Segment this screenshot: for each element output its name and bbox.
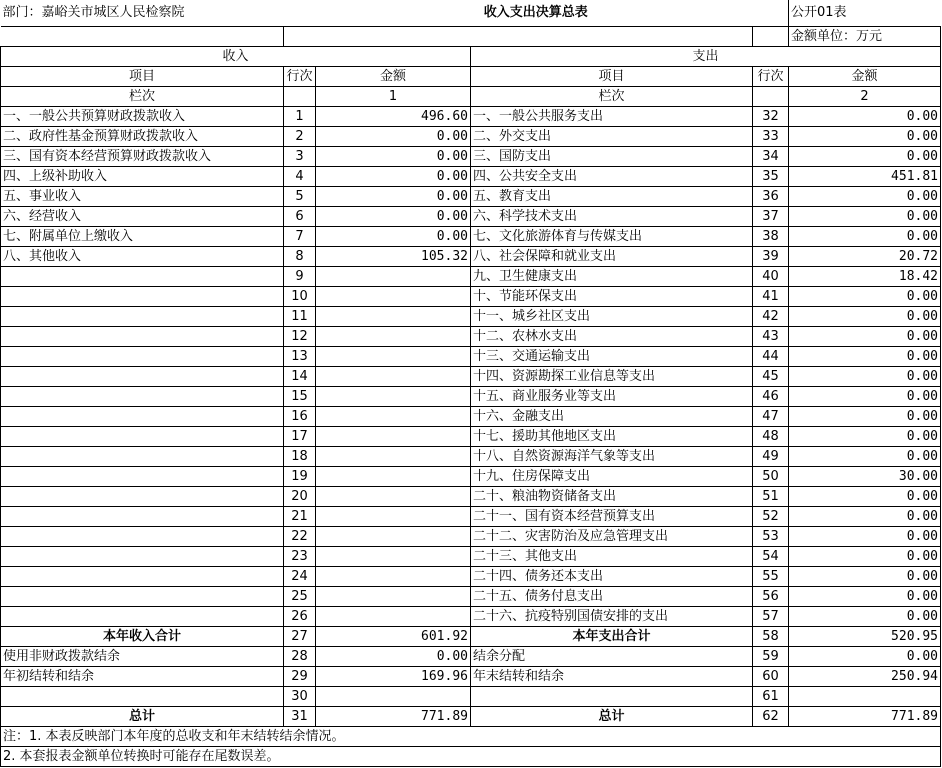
table-row <box>1 407 941 427</box>
income-item-label <box>1 607 284 627</box>
expense-item-label: 十一、城乡社区支出 <box>471 307 753 327</box>
expense-rowno-header: 行次 <box>753 67 789 87</box>
table-row <box>1 207 941 227</box>
expense-amount: 0.00 <box>789 127 941 147</box>
income-row-number: 31 <box>284 707 316 727</box>
expense-item-label: 本年支出合计 <box>471 627 753 647</box>
expense-item-label: 二十三、其他支出 <box>471 547 753 567</box>
income-item-label <box>1 367 284 387</box>
expense-row-number: 45 <box>753 367 789 387</box>
income-row-number: 5 <box>284 187 316 207</box>
income-amount <box>316 527 471 547</box>
expense-amount: 0.00 <box>789 587 941 607</box>
income-amount: 0.00 <box>316 207 471 227</box>
table-row <box>1 607 941 627</box>
expense-amount: 0.00 <box>789 287 941 307</box>
income-item-label: 年初结转和结余 <box>1 667 284 687</box>
table-row <box>1 327 941 347</box>
expense-row-number: 61 <box>753 687 789 707</box>
income-row-number: 19 <box>284 467 316 487</box>
income-item-label <box>1 687 284 707</box>
expense-item-label: 总计 <box>471 707 753 727</box>
table-row <box>1 547 941 567</box>
expense-amount-header: 金额 <box>789 67 941 87</box>
table-row <box>1 487 941 507</box>
expense-amount: 0.00 <box>789 187 941 207</box>
expense-amount: 0.00 <box>789 487 941 507</box>
table-row <box>1 527 941 547</box>
expense-amount <box>789 687 941 707</box>
income-row-number: 13 <box>284 347 316 367</box>
income-item-label <box>1 447 284 467</box>
table-row <box>1 507 941 527</box>
income-item-label: 本年收入合计 <box>1 627 284 647</box>
table-row <box>1 227 941 247</box>
income-row-number: 4 <box>284 167 316 187</box>
expense-amount: 0.00 <box>789 427 941 447</box>
income-item-label <box>1 387 284 407</box>
expense-row-number: 50 <box>753 467 789 487</box>
income-row-number: 21 <box>284 507 316 527</box>
expense-row-number: 47 <box>753 407 789 427</box>
income-row-number: 25 <box>284 587 316 607</box>
income-amount: 0.00 <box>316 647 471 667</box>
income-row-number: 7 <box>284 227 316 247</box>
expense-item-label: 十、节能环保支出 <box>471 287 753 307</box>
income-amount <box>316 307 471 327</box>
table-row <box>1 687 941 707</box>
table-row <box>1 107 941 127</box>
expense-amount: 451.81 <box>789 167 941 187</box>
income-row-number: 22 <box>284 527 316 547</box>
income-amount <box>316 587 471 607</box>
income-amount <box>316 267 471 287</box>
income-amount <box>316 487 471 507</box>
table-row <box>1 447 941 467</box>
expense-amount: 18.42 <box>789 267 941 287</box>
income-row-number: 15 <box>284 387 316 407</box>
income-item-header: 项目 <box>1 67 284 87</box>
expense-row-number: 60 <box>753 667 789 687</box>
note-1: 注：1. 本表反映部门本年度的总收支和年末结转结余情况。 <box>1 727 941 747</box>
income-section-header: 收入 <box>1 47 471 67</box>
income-row-number: 27 <box>284 627 316 647</box>
income-item-label <box>1 407 284 427</box>
expense-row-number: 41 <box>753 287 789 307</box>
expense-amount: 0.00 <box>789 367 941 387</box>
expense-item-label: 二、外交支出 <box>471 127 753 147</box>
expense-row-number: 55 <box>753 567 789 587</box>
table-row <box>1 127 941 147</box>
income-amount: 105.32 <box>316 247 471 267</box>
income-amount <box>316 467 471 487</box>
department-label: 部门：嘉峪关市城区人民检察院 <box>2 5 185 20</box>
table-row <box>1 147 941 167</box>
form-code: 公开01表 <box>789 0 941 27</box>
expense-item-label: 十七、援助其他地区支出 <box>471 427 753 447</box>
income-amount <box>316 567 471 587</box>
income-amount: 0.00 <box>316 147 471 167</box>
table-row <box>1 167 941 187</box>
income-amount: 601.92 <box>316 627 471 647</box>
expense-amount: 0.00 <box>789 307 941 327</box>
table-row <box>1 467 941 487</box>
table-row <box>1 367 941 387</box>
expense-item-label <box>471 687 753 707</box>
income-amount <box>316 387 471 407</box>
expense-amount: 0.00 <box>789 547 941 567</box>
expense-col-label: 栏次 <box>471 87 753 107</box>
income-row-number: 9 <box>284 267 316 287</box>
income-row-number: 28 <box>284 647 316 667</box>
expense-row-number: 42 <box>753 307 789 327</box>
table-row <box>1 627 941 647</box>
income-amount <box>316 547 471 567</box>
expense-row-number: 40 <box>753 267 789 287</box>
income-item-label: 二、政府性基金预算财政拨款收入 <box>1 127 284 147</box>
income-item-label: 三、国有资本经营预算财政拨款收入 <box>1 147 284 167</box>
expense-amount: 0.00 <box>789 347 941 367</box>
amount-unit: 金额单位：万元 <box>789 27 941 47</box>
expense-amount: 0.00 <box>789 527 941 547</box>
expense-item-label: 二十、粮油物资储备支出 <box>471 487 753 507</box>
income-amount <box>316 327 471 347</box>
expense-row-number: 32 <box>753 107 789 127</box>
income-amount <box>316 687 471 707</box>
expense-item-label: 四、公共安全支出 <box>471 167 753 187</box>
expense-item-label: 二十六、抗疫特别国债安排的支出 <box>471 607 753 627</box>
expense-row-number: 53 <box>753 527 789 547</box>
income-item-label <box>1 507 284 527</box>
expense-item-label: 十六、金融支出 <box>471 407 753 427</box>
table-row <box>1 347 941 367</box>
expense-row-number: 58 <box>753 627 789 647</box>
income-rowno-header: 行次 <box>284 67 316 87</box>
expense-item-label: 二十二、灾害防治及应急管理支出 <box>471 527 753 547</box>
income-row-number: 12 <box>284 327 316 347</box>
income-item-label <box>1 307 284 327</box>
expense-item-label: 八、社会保障和就业支出 <box>471 247 753 267</box>
income-amount <box>316 427 471 447</box>
income-amount-header: 金额 <box>316 67 471 87</box>
expense-row-number: 59 <box>753 647 789 667</box>
income-amount: 169.96 <box>316 667 471 687</box>
table-row <box>1 307 941 327</box>
income-item-label <box>1 547 284 567</box>
expense-row-number: 62 <box>753 707 789 727</box>
income-row-number: 24 <box>284 567 316 587</box>
page-title: 收入支出决算总表 <box>483 5 588 20</box>
income-item-label: 七、附属单位上缴收入 <box>1 227 284 247</box>
income-row-number: 17 <box>284 427 316 447</box>
expense-item-label: 五、教育支出 <box>471 187 753 207</box>
income-item-label <box>1 287 284 307</box>
income-amount <box>316 507 471 527</box>
expense-row-number: 46 <box>753 387 789 407</box>
expense-item-label: 年末结转和结余 <box>471 667 753 687</box>
income-row-number: 3 <box>284 147 316 167</box>
expense-row-number: 52 <box>753 507 789 527</box>
income-row-number: 23 <box>284 547 316 567</box>
expense-amount: 0.00 <box>789 407 941 427</box>
expense-row-number: 43 <box>753 327 789 347</box>
expense-row-number: 36 <box>753 187 789 207</box>
income-item-label: 四、上级补助收入 <box>1 167 284 187</box>
expense-item-label: 二十四、债务还本支出 <box>471 567 753 587</box>
expense-row-number: 38 <box>753 227 789 247</box>
income-amount <box>316 407 471 427</box>
table-row <box>1 427 941 447</box>
income-row-number: 2 <box>284 127 316 147</box>
table-row <box>1 707 941 727</box>
expense-section-header: 支出 <box>471 47 941 67</box>
expense-item-label: 十五、商业服务业等支出 <box>471 387 753 407</box>
income-item-label: 六、经营收入 <box>1 207 284 227</box>
income-row-number: 1 <box>284 107 316 127</box>
income-row-number: 30 <box>284 687 316 707</box>
note-2: 2. 本套报表金额单位转换时可能存在尾数误差。 <box>1 747 941 767</box>
income-item-label <box>1 347 284 367</box>
income-row-number: 18 <box>284 447 316 467</box>
expense-amount: 0.00 <box>789 147 941 167</box>
income-amount: 496.60 <box>316 107 471 127</box>
expense-row-number: 37 <box>753 207 789 227</box>
income-amount: 771.89 <box>316 707 471 727</box>
income-item-label: 使用非财政拨款结余 <box>1 647 284 667</box>
income-item-label: 八、其他收入 <box>1 247 284 267</box>
income-item-label <box>1 487 284 507</box>
expense-item-label: 十八、自然资源海洋气象等支出 <box>471 447 753 467</box>
expense-item-header: 项目 <box>471 67 753 87</box>
expense-amount: 0.00 <box>789 647 941 667</box>
income-row-number: 6 <box>284 207 316 227</box>
expense-item-label: 六、科学技术支出 <box>471 207 753 227</box>
table-row <box>1 647 941 667</box>
table-row <box>1 267 941 287</box>
income-row-number: 11 <box>284 307 316 327</box>
table-row <box>1 387 941 407</box>
table-row <box>1 187 941 207</box>
table-row <box>1 247 941 267</box>
income-amount: 0.00 <box>316 227 471 247</box>
income-item-label: 五、事业收入 <box>1 187 284 207</box>
expense-amount: 0.00 <box>789 447 941 467</box>
expense-item-label: 二十一、国有资本经营预算支出 <box>471 507 753 527</box>
expense-row-number: 34 <box>753 147 789 167</box>
income-amount: 0.00 <box>316 167 471 187</box>
income-col-label: 栏次 <box>1 87 284 107</box>
expense-amount: 0.00 <box>789 387 941 407</box>
expense-amount: 0.00 <box>789 567 941 587</box>
expense-item-label: 十四、资源勘探工业信息等支出 <box>471 367 753 387</box>
expense-amount: 30.00 <box>789 467 941 487</box>
income-amount: 0.00 <box>316 187 471 207</box>
expense-row-number: 56 <box>753 587 789 607</box>
expense-row-number: 49 <box>753 447 789 467</box>
expense-row-number: 57 <box>753 607 789 627</box>
income-amount <box>316 447 471 467</box>
expense-row-number: 39 <box>753 247 789 267</box>
expense-amount: 0.00 <box>789 327 941 347</box>
income-amount <box>316 607 471 627</box>
expense-amount: 0.00 <box>789 107 941 127</box>
expense-amount: 0.00 <box>789 507 941 527</box>
income-col-number: 1 <box>316 87 471 107</box>
income-item-label <box>1 467 284 487</box>
expense-row-number: 51 <box>753 487 789 507</box>
income-item-label: 一、一般公共预算财政拨款收入 <box>1 107 284 127</box>
expense-item-label: 一、一般公共服务支出 <box>471 107 753 127</box>
expense-amount: 0.00 <box>789 207 941 227</box>
expense-item-label: 十二、农林水支出 <box>471 327 753 347</box>
expense-item-label: 十九、住房保障支出 <box>471 467 753 487</box>
expense-item-label: 结余分配 <box>471 647 753 667</box>
expense-amount: 520.95 <box>789 627 941 647</box>
expense-item-label: 十三、交通运输支出 <box>471 347 753 367</box>
income-row-number: 26 <box>284 607 316 627</box>
income-amount: 0.00 <box>316 127 471 147</box>
table-row <box>1 567 941 587</box>
income-item-label: 总计 <box>1 707 284 727</box>
income-item-label <box>1 427 284 447</box>
income-row-number: 10 <box>284 287 316 307</box>
expense-amount: 250.94 <box>789 667 941 687</box>
expense-amount: 0.00 <box>789 227 941 247</box>
expense-col-number: 2 <box>789 87 941 107</box>
expense-item-label: 三、国防支出 <box>471 147 753 167</box>
income-row-number: 20 <box>284 487 316 507</box>
expense-item-label: 九、卫生健康支出 <box>471 267 753 287</box>
income-item-label <box>1 587 284 607</box>
expense-row-number: 33 <box>753 127 789 147</box>
income-item-label <box>1 267 284 287</box>
expense-row-number: 48 <box>753 427 789 447</box>
expense-amount: 20.72 <box>789 247 941 267</box>
table-row <box>1 287 941 307</box>
expense-item-label: 七、文化旅游体育与传媒支出 <box>471 227 753 247</box>
table-row <box>1 587 941 607</box>
expense-row-number: 35 <box>753 167 789 187</box>
expense-amount: 0.00 <box>789 607 941 627</box>
income-row-number: 29 <box>284 667 316 687</box>
expense-row-number: 44 <box>753 347 789 367</box>
income-amount <box>316 367 471 387</box>
income-row-number: 8 <box>284 247 316 267</box>
income-item-label <box>1 327 284 347</box>
expense-row-number: 54 <box>753 547 789 567</box>
income-row-number: 14 <box>284 367 316 387</box>
expense-item-label: 二十五、债务付息支出 <box>471 587 753 607</box>
expense-amount: 771.89 <box>789 707 941 727</box>
income-amount <box>316 347 471 367</box>
table-row <box>1 667 941 687</box>
income-row-number: 16 <box>284 407 316 427</box>
income-item-label <box>1 567 284 587</box>
income-amount <box>316 287 471 307</box>
income-item-label <box>1 527 284 547</box>
